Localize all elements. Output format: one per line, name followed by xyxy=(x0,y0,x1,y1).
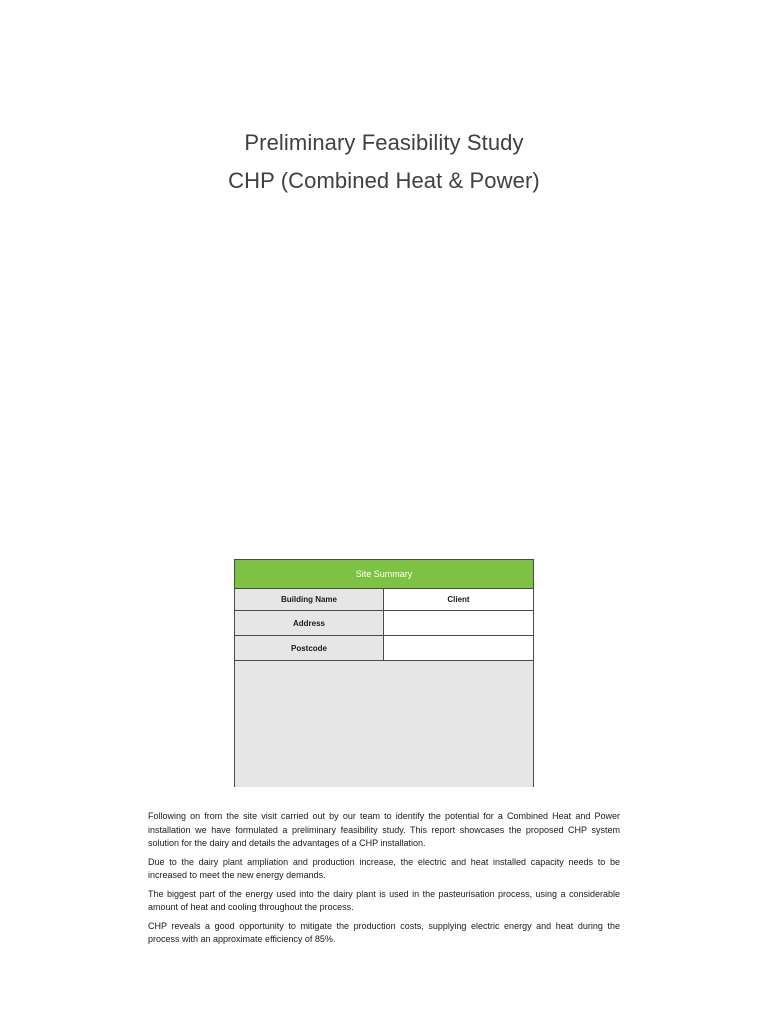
postcode-value xyxy=(384,636,533,660)
paragraph-4: CHP reveals a good opportunity to mitigate the production costs, supplying electric energy and heat during the process with an approximate efficiency of 85%. xyxy=(148,920,620,944)
paragraph-1: Following on from the site visit carried out by our team to identify the potential for a Combined Heat and Power installation we have formulated a preliminary feasibility study. This report showcases the proposed CHP system solution for the dairy and details the advantages of a CHP installation. xyxy=(148,811,620,848)
document-title xyxy=(0,124,768,200)
table-row-address xyxy=(235,611,533,636)
paragraph-2: Due to the dairy plant ampliation and production increase, the electric and heat installed capacity needs to be increased to meet the new energy demands. xyxy=(148,856,620,880)
postcode-label: Postcode xyxy=(235,636,384,660)
address-value xyxy=(384,611,533,635)
title-line-1: Preliminary Feasibility Study xyxy=(244,130,524,155)
address-label: Address xyxy=(235,611,384,635)
site-summary-table xyxy=(234,559,534,787)
building-name-label: Building Name xyxy=(235,589,384,610)
title-line-2: CHP (Combined Heat & Power) xyxy=(228,168,540,193)
intro-text xyxy=(148,810,620,952)
table-row-postcode xyxy=(235,636,533,661)
table-row-building-name xyxy=(235,589,533,611)
site-image-placeholder xyxy=(235,661,533,787)
building-name-value: Client xyxy=(384,589,533,610)
site-summary-header: Site Summary xyxy=(235,560,533,589)
paragraph-3: The biggest part of the energy used into the dairy plant is used in the pasteurisation process, using a considerable amount of heat and cooling throughout the process. xyxy=(148,888,620,912)
